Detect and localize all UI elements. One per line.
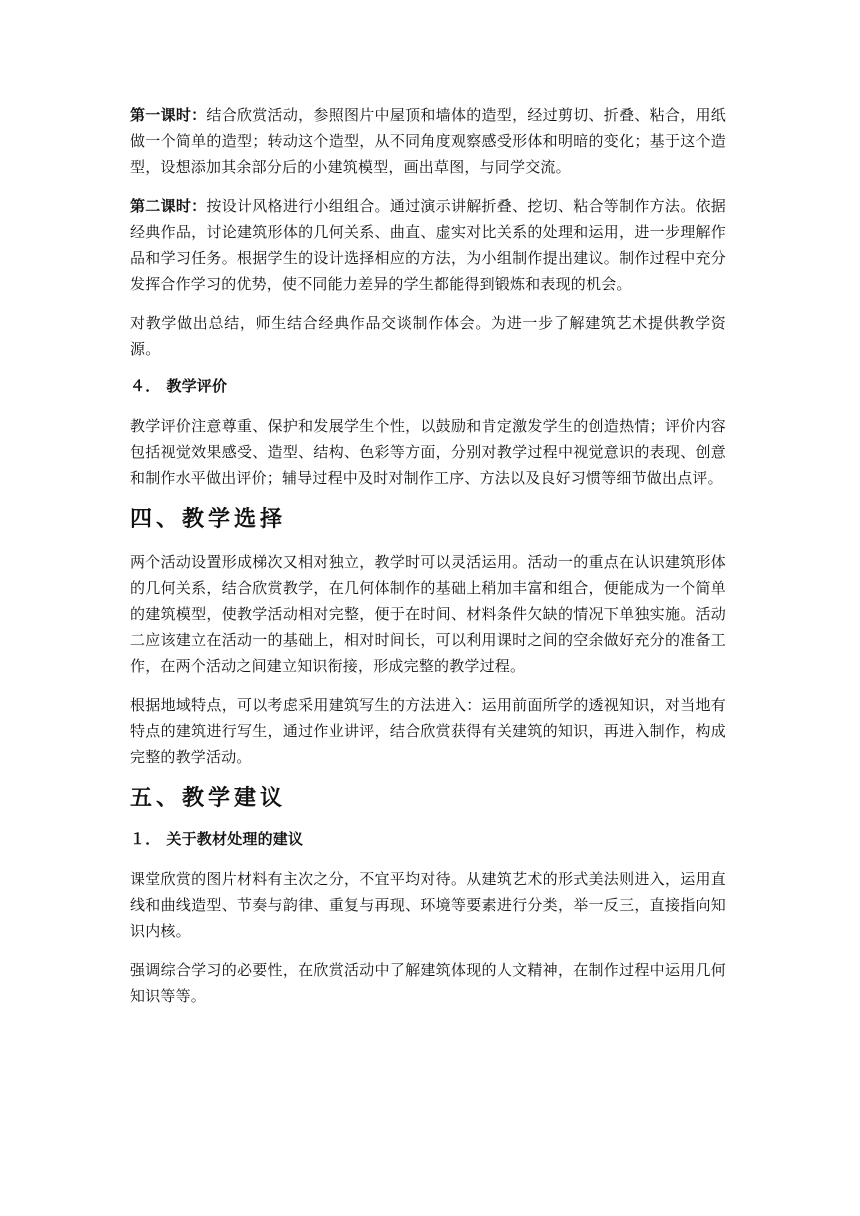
lesson-one-text: 结合欣赏活动，参照图片中屋顶和墙体的造型，经过剪切、折叠、粘合，用纸做一个简单的造型；转动这个造型，从不同角度观察感受形体和明暗的变化；基于这个造型，设想添加其余部分后的小建筑模型，画出草图，与同学交流。 xyxy=(130,106,726,176)
section-heading-teaching-suggestions: 五、教学建议 xyxy=(130,786,287,811)
paragraph-evaluation: 教学评价注意尊重、保护和发展学生个性，以鼓励和肯定激发学生的创造热情；评价内容包括视觉效果感受、造型、结构、色彩等方面，分别对教学过程中视觉意识的表现、创意和制作水平做出评价；辅导过程中及时对制作工序、方法以及良好习惯等细节做出点评。 xyxy=(130,417,726,487)
subheading-title: 教学评价 xyxy=(166,377,228,395)
paragraph-regional-sketching: 根据地域特点，可以考虑采用建筑写生的方法进入：运用前面所学的透视知识，对当地有特点的建筑进行写生，通过作业讲评，结合欣赏获得有关建筑的知识，再进入制作，构成完整的教学活动。 xyxy=(130,696,726,766)
paragraph-integrated-learning: 强调综合学习的必要性，在欣赏活动中了解建筑体现的人文精神，在制作过程中运用几何知识等等。 xyxy=(130,961,726,1005)
subheading-title: 关于教材处理的建议 xyxy=(166,830,304,848)
paragraph-lesson-two xyxy=(130,193,726,297)
paragraph-lesson-one xyxy=(130,102,726,180)
subheading-material-handling xyxy=(130,828,726,850)
subheading-number: １． xyxy=(130,830,161,848)
section-heading-teaching-choice: 四、教学选择 xyxy=(130,507,287,532)
lesson-one-label: 第一课时： xyxy=(130,106,207,124)
document-page xyxy=(130,102,726,1022)
subheading-teaching-evaluation xyxy=(130,375,726,397)
paragraph-activity-structure: 两个活动设置形成梯次又相对独立，教学时可以灵活运用。活动一的重点在认识建筑形体的几何关系，结合欣赏教学，在几何体制作的基础上稍加丰富和组合，便能成为一个简单的建筑模型，使教学活动相对完整，便于在时间、材料条件欠缺的情况下单独实施。活动二应该建立在活动一的基础上，相对时间长，可以利用课时之间的空余做好充分的准备工作，在两个活动之间建立知识衔接，形成完整的教学过程。 xyxy=(130,553,726,675)
paragraph-summary: 对教学做出总结，师生结合经典作品交谈制作体会。为进一步了解建筑艺术提供教学资源。 xyxy=(130,314,726,358)
paragraph-appreciation-materials: 课堂欣赏的图片材料有主次之分，不宜平均对待。从建筑艺术的形式美法则进入，运用直线和曲线造型、节奏与韵律、重复与再现、环境等要素进行分类，举一反三，直接指向知识内核。 xyxy=(130,870,726,940)
lesson-two-label: 第二课时： xyxy=(130,197,207,215)
lesson-two-text: 按设计风格进行小组组合。通过演示讲解折叠、挖切、粘合等制作方法。依据经典作品，讨论建筑形体的几何关系、曲直、虚实对比关系的处理和运用，进一步理解作品和学习任务。根据学生的设计选择相应的方法，为小组制作提出建议。制作过程中充分发挥合作学习的优势，使不同能力差异的学生都能得到锻炼和表现的机会。 xyxy=(130,197,726,293)
subheading-number: ４． xyxy=(130,377,161,395)
